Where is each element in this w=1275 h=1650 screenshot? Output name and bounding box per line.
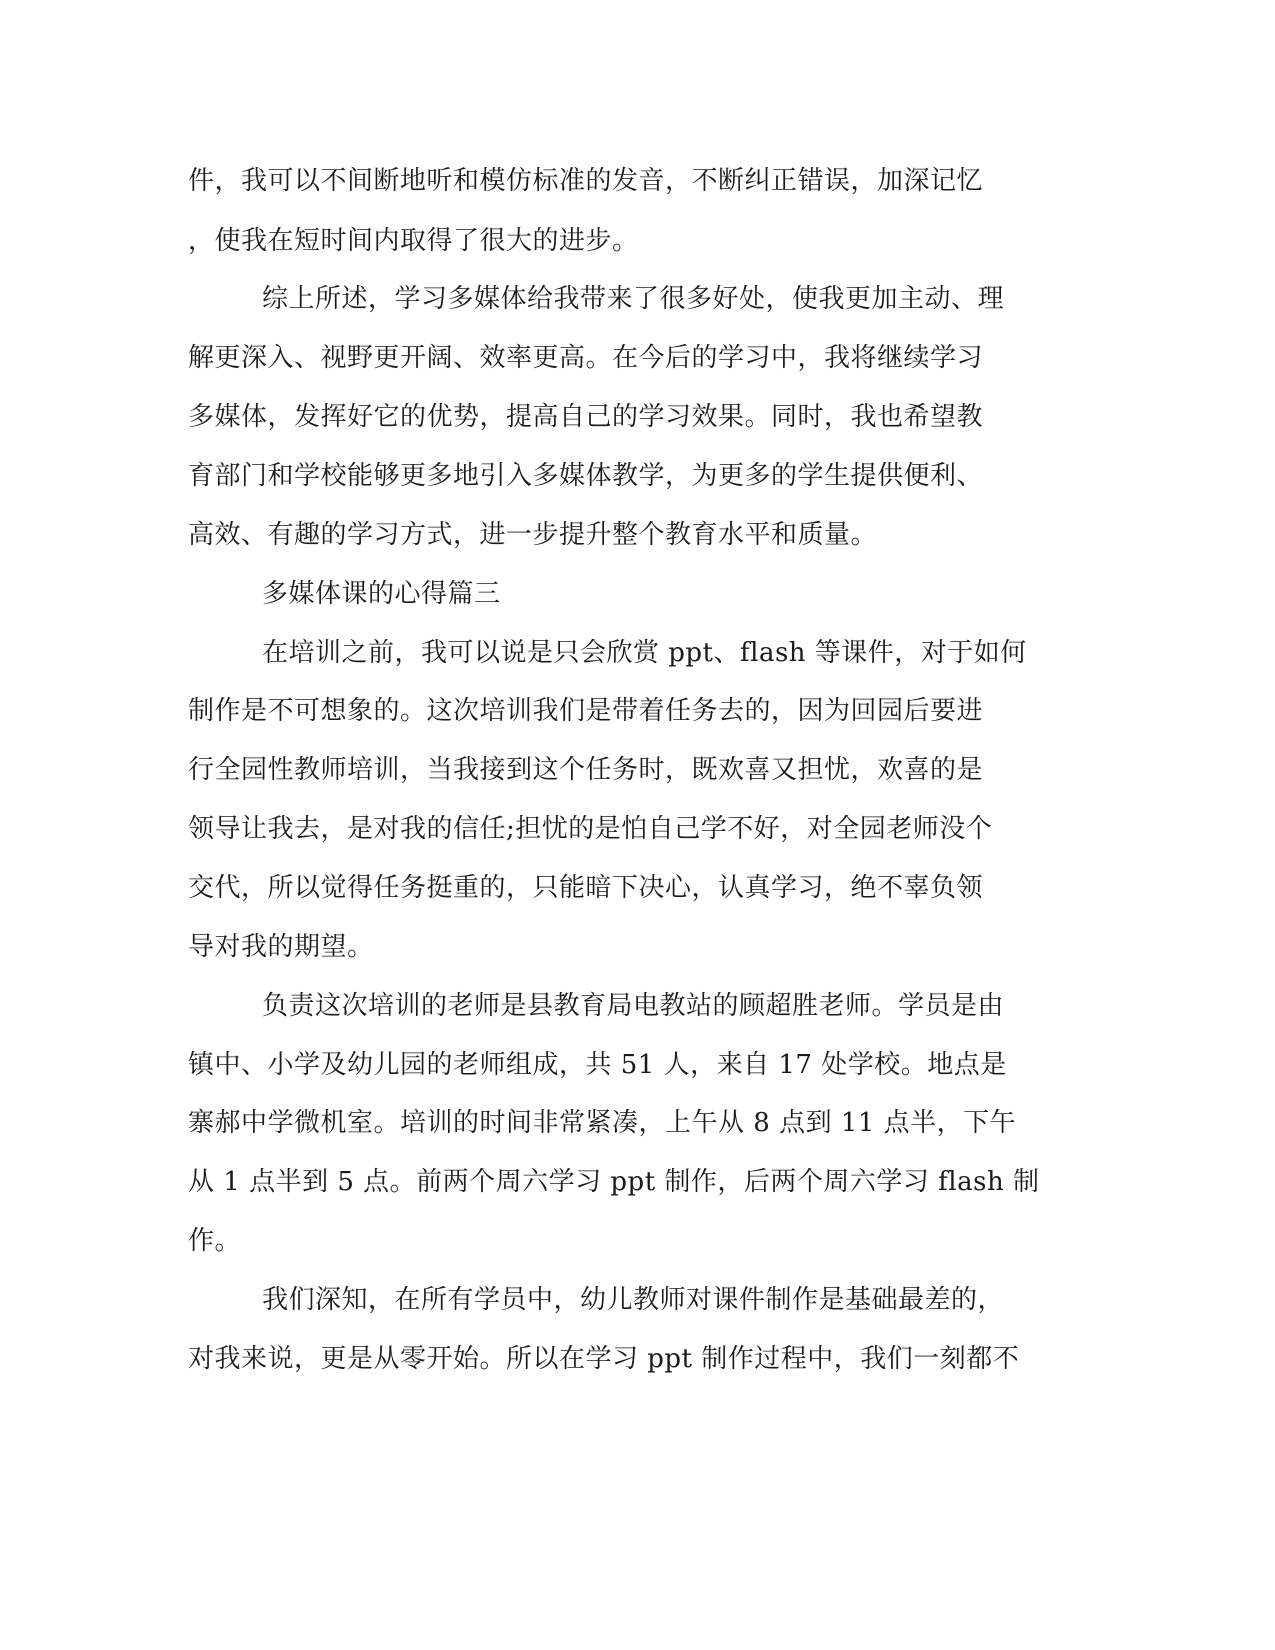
text-line: 领导让我去，是对我的信任;担忧的是怕自己学不好，对全园老师没个 <box>188 814 993 844</box>
text-line: 交代，所以觉得任务挺重的，只能暗下决心，认真学习，绝不辜负领 <box>188 873 984 903</box>
paragraph-start-line: 我们深知，在所有学员中，幼儿教师对课件制作是基础最差的， <box>262 1285 1005 1315</box>
text-line: 高效、有趣的学习方式，进一步提升整个教育水平和质量。 <box>188 520 878 550</box>
text-line: 多媒体，发挥好它的优势，提高自己的学习效果。同时，我也希望教 <box>188 402 984 432</box>
text-line: 镇中、小学及幼儿园的老师组成，共 51 人，来自 17 处学校。地点是 <box>188 1050 1007 1080</box>
paragraph-start-line: 在培训之前，我可以说是只会欣赏 ppt、flash 等课件，对于如何 <box>262 638 1027 668</box>
text-line: 导对我的期望。 <box>188 932 374 962</box>
section-heading: 多媒体课的心得篇三 <box>262 579 501 609</box>
text-line: 行全园性教师培训，当我接到这个任务时，既欢喜又担忧，欢喜的是 <box>188 755 984 785</box>
text-line: 育部门和学校能够更多地引入多媒体教学，为更多的学生提供便利、 <box>188 461 984 491</box>
text-line: 解更深入、视野更开阔、效率更高。在今后的学习中，我将继续学习 <box>188 343 984 373</box>
text-line: 件，我可以不间断地听和模仿标准的发音，不断纠正错误，加深记忆 <box>188 166 984 196</box>
paragraph-start-line: 综上所述，学习多媒体给我带来了很多好处，使我更加主动、理 <box>262 284 1005 314</box>
text-line: ，使我在短时间内取得了很大的进步。 <box>188 226 639 256</box>
text-line: 对我来说，更是从零开始。所以在学习 ppt 制作过程中，我们一刻都不 <box>188 1344 1020 1374</box>
paragraph-start-line: 负责这次培训的老师是县教育局电教站的顾超胜老师。学员是由 <box>262 991 1005 1021</box>
text-line: 作。 <box>188 1226 242 1256</box>
text-line: 制作是不可想象的。这次培训我们是带着任务去的，因为回园后要进 <box>188 696 984 726</box>
text-line: 从 1 点半到 5 点。前两个周六学习 ppt 制作，后两个周六学习 flash 制 <box>188 1167 1040 1197</box>
text-line: 寨郝中学微机室。培训的时间非常紧凑，上午从 8 点到 11 点半，下午 <box>188 1108 1017 1138</box>
